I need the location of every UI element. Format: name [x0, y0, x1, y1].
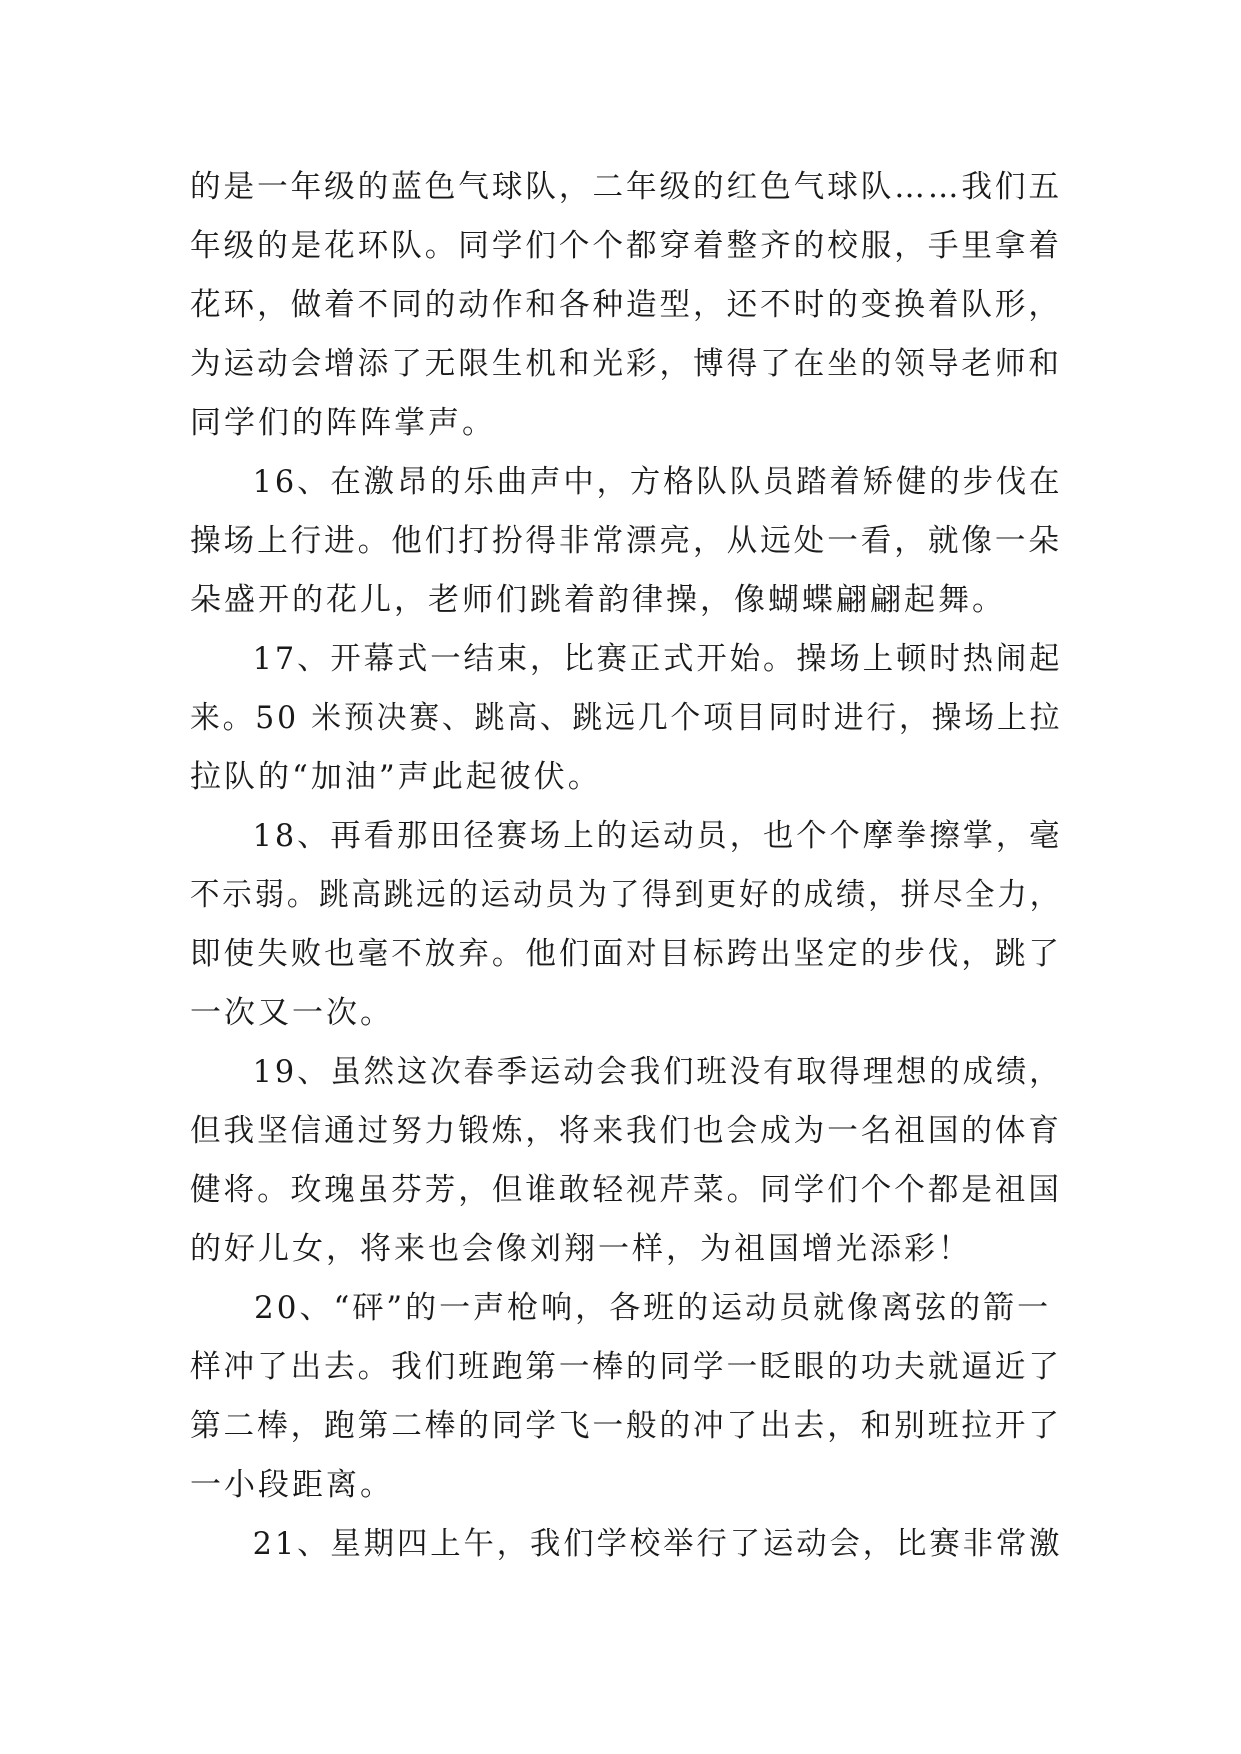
- text-line: 一小段距离。: [190, 1467, 394, 1503]
- text-line: 操场上行进。他们打扮得非常漂亮，从远处一看，就像一朵: [190, 523, 1062, 559]
- text-line: 第二棒，跑第二棒的同学飞一般的冲了出去，和别班拉开了: [190, 1408, 1062, 1444]
- text-line: 为运动会增添了无限生机和光彩，博得了在坐的领导老师和: [190, 346, 1062, 382]
- text-line: 来。50 米预决赛、跳高、跳远几个项目同时进行，操场上拉: [190, 700, 1063, 736]
- text-line: 样冲了出去。我们班跑第一棒的同学一眨眼的功夫就逼近了: [190, 1349, 1062, 1385]
- body-text: [190, 158, 1062, 1574]
- paragraph-first-line: 20、“砰”的一声枪响，各班的运动员就像离弦的箭一: [254, 1290, 1052, 1326]
- text-line: 同学们的阵阵掌声。: [190, 405, 496, 441]
- paragraph-first-line: 21、星期四上午，我们学校举行了运动会，比赛非常激: [252, 1526, 1063, 1562]
- text-line: 健将。玫瑰虽芬芳，但谁敢轻视芹菜。同学们个个都是祖国: [190, 1172, 1062, 1208]
- text-line: 的是一年级的蓝色气球队，二年级的红色气球队……我们五: [190, 169, 1062, 205]
- text-line: 花环，做着不同的动作和各种造型，还不时的变换着队形，: [190, 287, 1062, 323]
- paragraph-first-line: 17、开幕式一结束，比赛正式开始。操场上顿时热闹起: [252, 641, 1063, 677]
- text-line: 但我坚信通过努力锻炼，将来我们也会成为一名祖国的体育: [190, 1113, 1062, 1149]
- text-line: 拉队的“加油”声此起彼伏。: [190, 759, 602, 795]
- text-line: 一次又一次。: [190, 995, 394, 1031]
- paragraph-first-line: 18、再看那田径赛场上的运动员，也个个摩拳擦掌，毫: [252, 818, 1063, 854]
- text-line: 不示弱。跳高跳远的运动员为了得到更好的成绩，拼尽全力，: [190, 877, 1063, 913]
- text-line: 朵盛开的花儿，老师们跳着韵律操，像蝴蝶翩翩起舞。: [190, 582, 1006, 618]
- paragraph-first-line: 16、在激昂的乐曲声中，方格队队员踏着矫健的步伐在: [252, 464, 1063, 500]
- paragraph-first-line: 19、虽然这次春季运动会我们班没有取得理想的成绩，: [252, 1054, 1063, 1090]
- text-line: 年级的是花环队。同学们个个都穿着整齐的校服，手里拿着: [190, 228, 1062, 264]
- text-line: 即使失败也毫不放弃。他们面对目标跨出坚定的步伐，跳了: [190, 936, 1062, 972]
- text-line: 的好儿女，将来也会像刘翔一样，为祖国增光添彩！: [190, 1231, 972, 1267]
